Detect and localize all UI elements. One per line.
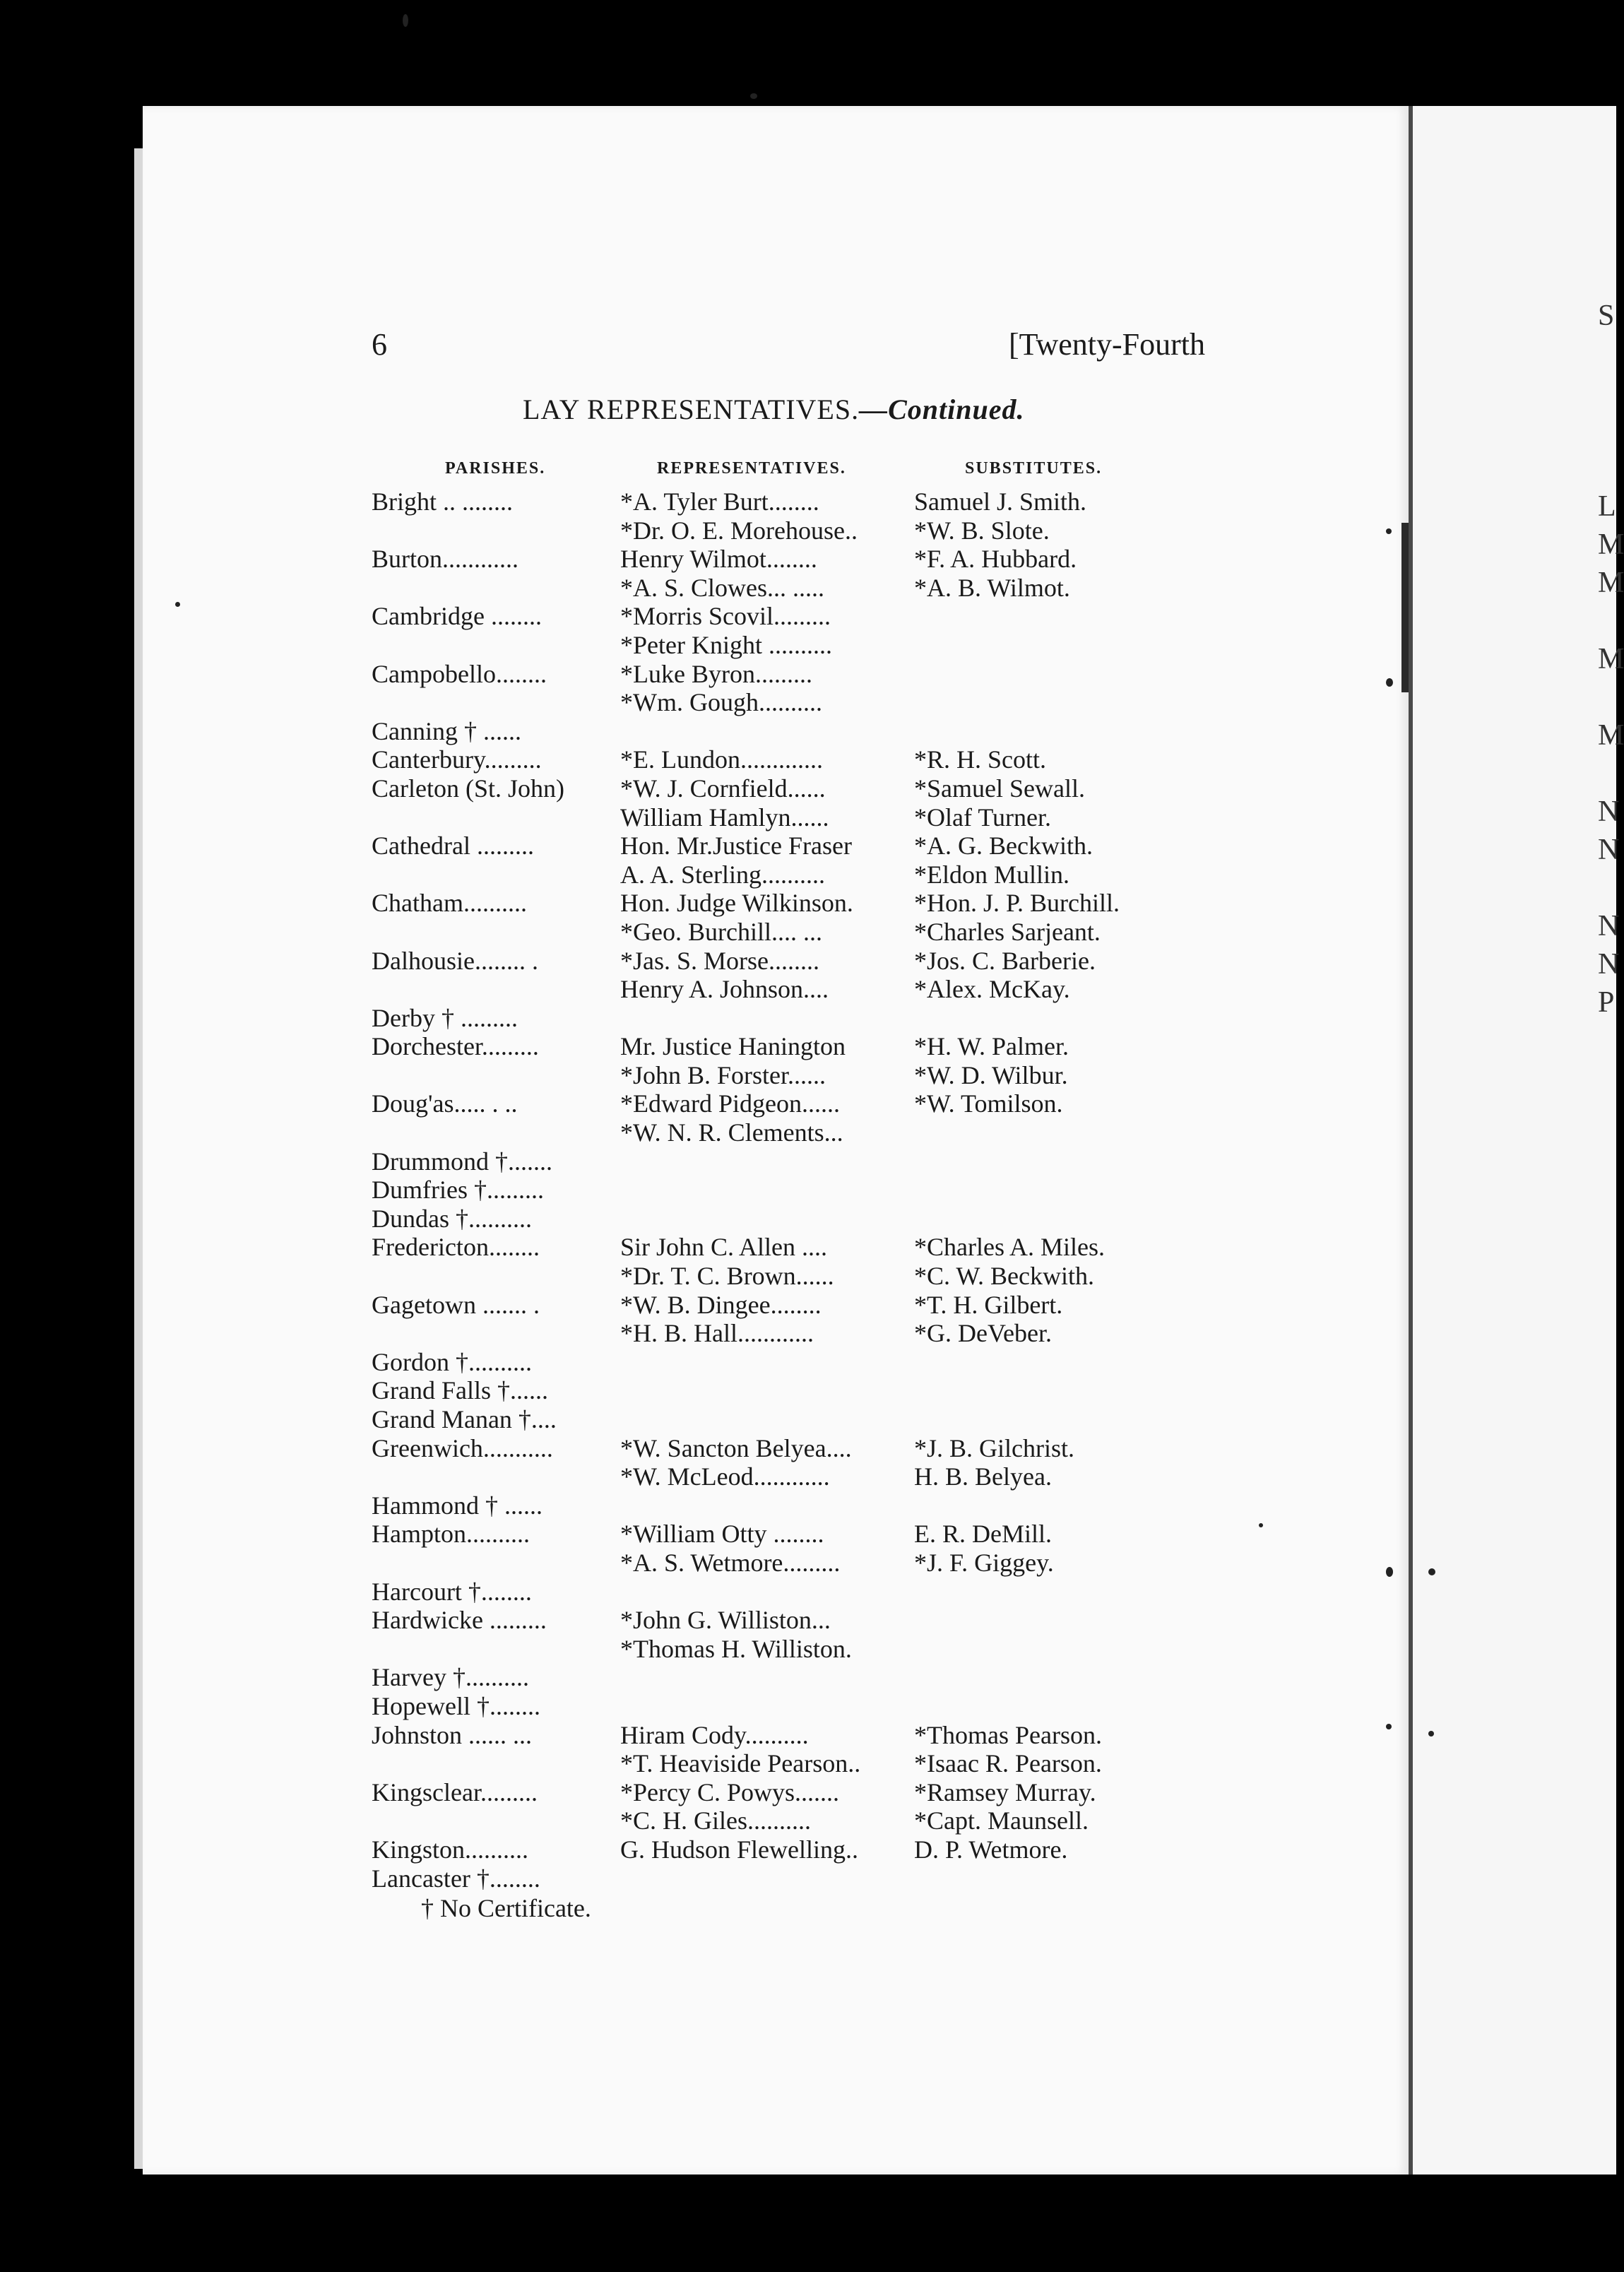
parish-cell: Bright .. ........ bbox=[372, 487, 514, 516]
parish-cell: Dundas †.......... bbox=[372, 1204, 532, 1233]
representative-cell: Sir John C. Allen .... bbox=[620, 1233, 828, 1262]
representative-cell: Mr. Justice Hanington bbox=[620, 1032, 846, 1061]
table-row bbox=[372, 918, 1205, 947]
facing-page-letter bbox=[1598, 335, 1616, 373]
parish-cell: Gagetown ....... . bbox=[372, 1290, 540, 1319]
parish-cell bbox=[372, 1462, 620, 1491]
substitute-cell bbox=[914, 1635, 1205, 1664]
representative-cell bbox=[620, 1663, 914, 1692]
table-row bbox=[372, 1434, 1205, 1463]
facing-page-letter bbox=[1598, 373, 1616, 411]
parish-cell bbox=[372, 688, 620, 717]
parish-cell: Cambridge ........ bbox=[372, 602, 542, 631]
substitute-cell: *Charles A. Miles. bbox=[914, 1233, 1105, 1262]
parish-cell bbox=[372, 1262, 620, 1291]
representative-cell: *Geo. Burchill.... ... bbox=[620, 917, 822, 946]
representative-cell: *E. Lundon............. bbox=[620, 745, 823, 774]
facing-page-letter bbox=[1598, 602, 1616, 640]
scan-speck bbox=[1386, 678, 1393, 687]
representative-cell bbox=[620, 1147, 914, 1176]
representative-cell: *A. S. Wetmore......... bbox=[620, 1548, 841, 1577]
facing-page-letter: M bbox=[1598, 567, 1624, 599]
table-row bbox=[372, 602, 1205, 631]
table-row bbox=[372, 1520, 1205, 1549]
section-title-continued: —Continued. bbox=[859, 394, 1025, 425]
scan-speck bbox=[1386, 1724, 1392, 1729]
table-row bbox=[372, 1635, 1205, 1664]
page-number: 6 bbox=[372, 327, 387, 362]
substitute-cell: *Jos. C. Barberie. bbox=[914, 946, 1096, 975]
table-row bbox=[372, 860, 1205, 889]
scan-speck bbox=[1386, 1567, 1393, 1577]
parish-cell: Gordon †.......... bbox=[372, 1347, 532, 1376]
parish-cell: Burton............ bbox=[372, 545, 519, 574]
substitute-cell bbox=[914, 1578, 1205, 1607]
table-row bbox=[372, 1749, 1205, 1778]
substitute-cell: D. P. Wetmore. bbox=[914, 1835, 1068, 1864]
scan-speck bbox=[1259, 1523, 1263, 1527]
table-row bbox=[372, 947, 1205, 976]
representative-cell: *W. B. Dingee........ bbox=[620, 1290, 822, 1319]
table-row bbox=[372, 832, 1205, 860]
substitute-cell bbox=[914, 1663, 1205, 1692]
table-row bbox=[372, 1549, 1205, 1578]
parish-cell: Grand Falls †...... bbox=[372, 1376, 548, 1405]
facing-page-letter bbox=[1598, 678, 1616, 716]
parish-cell bbox=[372, 803, 620, 832]
parish-cell: Kingsclear......... bbox=[372, 1777, 538, 1806]
representative-cell: *C. H. Giles.......... bbox=[620, 1806, 811, 1835]
table-row bbox=[372, 1262, 1205, 1291]
parish-cell bbox=[372, 516, 620, 545]
scan-speck bbox=[1428, 1568, 1435, 1575]
substitute-cell bbox=[914, 1004, 1205, 1033]
representative-cell: *Percy C. Powys....... bbox=[620, 1777, 840, 1806]
representative-cell: *Thomas H. Williston. bbox=[620, 1634, 852, 1663]
representative-cell bbox=[620, 1578, 914, 1607]
substitute-cell: *C. W. Beckwith. bbox=[914, 1262, 1095, 1291]
parish-cell: Canning † ...... bbox=[372, 716, 521, 745]
substitute-cell bbox=[914, 1376, 1205, 1405]
representative-cell: A. A. Sterling.......... bbox=[620, 860, 826, 889]
table-row bbox=[372, 975, 1205, 1004]
parish-cell bbox=[372, 1806, 620, 1835]
parish-cell: Greenwich........... bbox=[372, 1433, 553, 1462]
table-row bbox=[372, 545, 1205, 574]
parish-cell bbox=[372, 1118, 620, 1147]
parish-cell: Cathedral ......... bbox=[372, 832, 534, 860]
table-row bbox=[372, 487, 1205, 516]
representative-cell: Hon. Mr.Justice Fraser bbox=[620, 832, 852, 860]
representative-cell bbox=[620, 1205, 914, 1233]
table-row bbox=[372, 688, 1205, 717]
representative-cell: *A. S. Clowes... ..... bbox=[620, 573, 825, 602]
substitute-cell bbox=[914, 717, 1205, 746]
representative-cell: *John G. Williston... bbox=[620, 1606, 831, 1635]
substitute-cell: E. R. DeMill. bbox=[914, 1520, 1052, 1549]
substitute-cell: *Charles Sarjeant. bbox=[914, 917, 1101, 946]
substitute-cell bbox=[914, 1692, 1205, 1721]
representative-cell: *Morris Scovil......... bbox=[620, 602, 831, 631]
parish-cell bbox=[372, 1635, 620, 1664]
parish-cell: Dalhousie........ . bbox=[372, 946, 538, 975]
section-title-text: LAY REPRESENTATIVES. bbox=[523, 394, 860, 425]
substitute-cell bbox=[914, 688, 1205, 717]
parish-cell bbox=[372, 1319, 620, 1348]
facing-page-letter: M bbox=[1598, 528, 1624, 561]
representative-cell: *Wm. Gough.......... bbox=[620, 688, 822, 717]
representative-cell: *W. N. R. Clements... bbox=[620, 1118, 843, 1147]
parish-cell bbox=[372, 1061, 620, 1090]
parish-cell bbox=[372, 1749, 620, 1778]
representative-cell bbox=[620, 1491, 914, 1520]
substitute-cell bbox=[914, 660, 1205, 689]
table-row bbox=[372, 774, 1205, 803]
table-row bbox=[372, 745, 1205, 774]
substitute-cell: *Samuel Sewall. bbox=[914, 774, 1085, 803]
parish-cell: Lancaster †........ bbox=[372, 1864, 540, 1893]
parish-cell: Dumfries †......... bbox=[372, 1176, 544, 1205]
table-row bbox=[372, 1462, 1205, 1491]
table-row bbox=[372, 1032, 1205, 1061]
table-row bbox=[372, 1089, 1205, 1118]
representative-cell: G. Hudson Flewelling.. bbox=[620, 1835, 858, 1864]
representative-cell bbox=[620, 1864, 914, 1893]
substitute-cell: *T. H. Gilbert. bbox=[914, 1290, 1063, 1319]
representative-cell: *W. McLeod............ bbox=[620, 1462, 830, 1491]
table-row bbox=[372, 516, 1205, 545]
facing-page-letter: N bbox=[1598, 948, 1620, 981]
parish-cell bbox=[372, 918, 620, 947]
table-row bbox=[372, 631, 1205, 660]
substitute-cell: Samuel J. Smith. bbox=[914, 487, 1087, 516]
representative-cell: Hiram Cody.......... bbox=[620, 1720, 809, 1749]
substitute-cell bbox=[914, 1405, 1205, 1434]
representative-cell bbox=[620, 1348, 914, 1377]
substitute-cell: *Hon. J. P. Burchill. bbox=[914, 889, 1120, 918]
running-head: [Twenty-Fourth bbox=[1009, 327, 1205, 362]
table-row bbox=[372, 1147, 1205, 1176]
table-row bbox=[372, 1061, 1205, 1090]
parish-cell: Hopewell †........ bbox=[372, 1691, 540, 1720]
facing-page bbox=[1413, 106, 1624, 2175]
substitute-cell bbox=[914, 631, 1205, 660]
substitute-cell bbox=[914, 1864, 1205, 1893]
scan-speck bbox=[175, 602, 180, 607]
representative-cell: *William Otty ........ bbox=[620, 1520, 824, 1549]
representatives-table bbox=[372, 487, 1205, 1893]
table-row bbox=[372, 1692, 1205, 1721]
representative-cell bbox=[620, 1692, 914, 1721]
substitute-cell: *Thomas Pearson. bbox=[914, 1720, 1102, 1749]
table-row bbox=[372, 1721, 1205, 1750]
representative-cell: *W. Sancton Belyea.... bbox=[620, 1433, 852, 1462]
table-row bbox=[372, 1233, 1205, 1262]
substitute-cell: *Isaac R. Pearson. bbox=[914, 1749, 1102, 1778]
substitute-cell bbox=[914, 1205, 1205, 1233]
representative-cell: *T. Heaviside Pearson.. bbox=[620, 1749, 861, 1778]
facing-page-letter: S bbox=[1598, 300, 1615, 332]
facing-page-letter: L bbox=[1598, 490, 1616, 523]
representative-cell: *Dr. O. E. Morehouse.. bbox=[620, 516, 858, 545]
scan-speck bbox=[750, 93, 757, 99]
table-row bbox=[372, 1491, 1205, 1520]
parish-cell: Harvey †.......... bbox=[372, 1663, 529, 1692]
facing-page-letter: M bbox=[1598, 643, 1624, 675]
scan-speck bbox=[1428, 1731, 1434, 1736]
parish-cell bbox=[372, 574, 620, 603]
substitute-cell: *G. DeVeber. bbox=[914, 1319, 1052, 1348]
facing-page-letter bbox=[1598, 411, 1616, 449]
page-header bbox=[372, 326, 1205, 376]
representative-cell bbox=[620, 1176, 914, 1205]
substitute-cell: *J. F. Giggey. bbox=[914, 1548, 1054, 1577]
representative-cell: Henry A. Johnson.... bbox=[620, 975, 829, 1004]
substitute-cell: *W. Tomilson. bbox=[914, 1089, 1063, 1118]
substitute-cell bbox=[914, 1118, 1205, 1147]
parish-cell: Derby † ......... bbox=[372, 1003, 518, 1032]
parish-cell: Campobello........ bbox=[372, 659, 547, 688]
table-row bbox=[372, 1348, 1205, 1377]
substitute-cell: *Ramsey Murray. bbox=[914, 1777, 1096, 1806]
substitute-cell bbox=[914, 602, 1205, 631]
column-header-parishes: PARISHES. bbox=[445, 459, 546, 478]
scan-speck bbox=[1386, 528, 1392, 534]
table-row bbox=[372, 1778, 1205, 1807]
representative-cell: *H. B. Hall............ bbox=[620, 1319, 814, 1348]
representative-cell: *Edward Pidgeon...... bbox=[620, 1089, 840, 1118]
facing-page-letter: N bbox=[1598, 910, 1620, 942]
table-row bbox=[372, 717, 1205, 746]
column-header-representatives: REPRESENTATIVES. bbox=[657, 459, 846, 478]
facing-page-letter: M bbox=[1598, 719, 1624, 752]
table-row bbox=[372, 1578, 1205, 1607]
table-row bbox=[372, 1806, 1205, 1835]
representative-cell: *Peter Knight .......... bbox=[620, 630, 832, 659]
substitute-cell: *F. A. Hubbard. bbox=[914, 545, 1077, 574]
substitute-cell bbox=[914, 1348, 1205, 1377]
parish-cell: Hampton.......... bbox=[372, 1520, 530, 1549]
representative-cell: Hon. Judge Wilkinson. bbox=[620, 889, 853, 918]
table-row bbox=[372, 803, 1205, 832]
facing-page-letter: N bbox=[1598, 834, 1620, 866]
substitute-cell bbox=[914, 1147, 1205, 1176]
parish-cell: Drummond †....... bbox=[372, 1147, 552, 1176]
facing-page-letter bbox=[1598, 449, 1616, 487]
table-row bbox=[372, 1663, 1205, 1692]
table-row bbox=[372, 660, 1205, 689]
table-row bbox=[372, 1205, 1205, 1233]
facing-page-letter bbox=[1598, 755, 1616, 793]
parish-cell: Chatham.......... bbox=[372, 889, 527, 918]
section-title bbox=[523, 393, 1025, 426]
table-row bbox=[372, 1118, 1205, 1147]
representative-cell bbox=[620, 1376, 914, 1405]
parish-cell: Dorchester......... bbox=[372, 1032, 539, 1061]
table-row bbox=[372, 1291, 1205, 1320]
table-row bbox=[372, 1376, 1205, 1405]
substitute-cell: H. B. Belyea. bbox=[914, 1462, 1052, 1491]
substitute-cell bbox=[914, 1606, 1205, 1635]
table-row bbox=[372, 889, 1205, 918]
substitute-cell: *Alex. McKay. bbox=[914, 975, 1070, 1004]
facing-page-edge-letters bbox=[1598, 297, 1624, 1022]
scan-speck bbox=[403, 14, 408, 27]
table-row bbox=[372, 1835, 1205, 1864]
substitute-cell bbox=[914, 1176, 1205, 1205]
table-row bbox=[372, 1405, 1205, 1434]
parish-cell: Johnston ...... ... bbox=[372, 1720, 533, 1749]
binding-mark bbox=[1401, 523, 1409, 692]
parish-cell: Hardwicke ......... bbox=[372, 1606, 547, 1635]
table-row bbox=[372, 1176, 1205, 1205]
parish-cell bbox=[372, 1549, 620, 1578]
representative-cell: *Dr. T. C. Brown...... bbox=[620, 1262, 834, 1291]
table-row bbox=[372, 1004, 1205, 1033]
substitute-cell: *H. W. Palmer. bbox=[914, 1032, 1069, 1061]
substitute-cell: *R. H. Scott. bbox=[914, 745, 1047, 774]
parish-cell bbox=[372, 860, 620, 889]
parish-cell: Carleton (St. John) bbox=[372, 774, 564, 803]
substitute-cell: *W. B. Slote. bbox=[914, 516, 1050, 545]
substitute-cell: *J. B. Gilchrist. bbox=[914, 1433, 1075, 1462]
substitute-cell: *A. B. Wilmot. bbox=[914, 573, 1070, 602]
representative-cell: *John B. Forster...... bbox=[620, 1060, 826, 1089]
representative-cell bbox=[620, 1405, 914, 1434]
column-header-substitutes: SUBSTITUTES. bbox=[965, 459, 1103, 478]
facing-page-letter bbox=[1598, 869, 1616, 907]
parish-cell: Canterbury......... bbox=[372, 745, 542, 774]
substitute-cell: *A. G. Beckwith. bbox=[914, 832, 1093, 860]
table-row bbox=[372, 1319, 1205, 1348]
representative-cell: *W. J. Cornfield...... bbox=[620, 774, 826, 803]
parish-cell: Harcourt †........ bbox=[372, 1577, 532, 1606]
substitute-cell: *W. D. Wilbur. bbox=[914, 1060, 1068, 1089]
substitute-cell bbox=[914, 1491, 1205, 1520]
substitute-cell: *Capt. Maunsell. bbox=[914, 1806, 1089, 1835]
table-row bbox=[372, 1864, 1205, 1893]
facing-page-letter: P bbox=[1598, 986, 1615, 1019]
representative-cell: William Hamlyn...... bbox=[620, 803, 829, 832]
parish-cell bbox=[372, 975, 620, 1004]
table-row bbox=[372, 574, 1205, 603]
representative-cell: *Luke Byron......... bbox=[620, 659, 812, 688]
representative-cell bbox=[620, 717, 914, 746]
parish-cell bbox=[372, 631, 620, 660]
parish-cell: Grand Manan †.... bbox=[372, 1405, 557, 1433]
representative-cell: Henry Wilmot........ bbox=[620, 545, 817, 574]
parish-cell: Hammond † ...... bbox=[372, 1491, 543, 1520]
substitute-cell: *Olaf Turner. bbox=[914, 803, 1052, 832]
substitute-cell: *Eldon Mullin. bbox=[914, 860, 1070, 889]
footnote: † No Certificate. bbox=[421, 1894, 591, 1922]
parish-cell: Kingston.......... bbox=[372, 1835, 529, 1864]
representative-cell: *A. Tyler Burt........ bbox=[620, 487, 819, 516]
parish-cell: Doug'as..... . .. bbox=[372, 1089, 518, 1118]
representative-cell: *Jas. S. Morse........ bbox=[620, 946, 820, 975]
parish-cell: Fredericton........ bbox=[372, 1233, 540, 1262]
table-row bbox=[372, 1606, 1205, 1635]
representative-cell bbox=[620, 1004, 914, 1033]
facing-page-letter: N bbox=[1598, 795, 1620, 828]
